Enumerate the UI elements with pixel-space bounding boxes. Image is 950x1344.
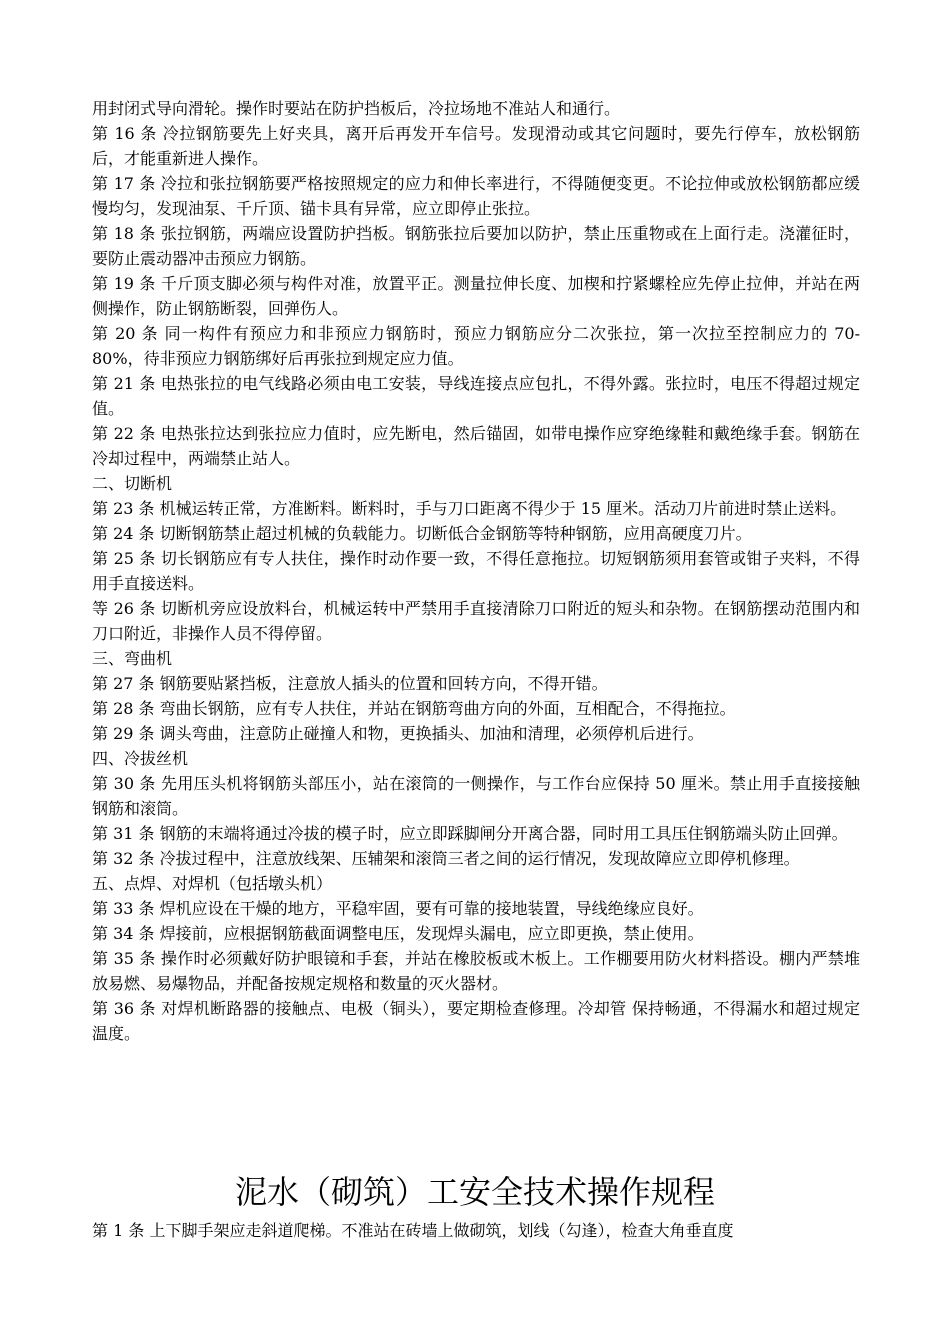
paragraph-continued: 第 1 条 上下脚手架应走斜道爬梯。不准站在砖墙上做砌筑，划线（勾逢），检查大角垂直度 [92, 1221, 734, 1240]
paragraph: 第 19 条 千斤顶支脚必须与构件对准，放置平正。测量拉伸长度、加楔和拧紧螺栓应先停止拉伸，并站在两侧操作，防止钢筋断裂，回弹伤人。 [92, 274, 860, 318]
paragraph: 第 21 条 电热张拉的电气线路必须由电工安装，导线连接点应包扎，不得外露。张拉时，电压不得超过规定值。 [92, 374, 860, 418]
paragraph: 第 27 条 钢筋要贴紧挡板，注意放人插头的位置和回转方向，不得开错。 [92, 674, 608, 693]
paragraph: 第 25 条 切长钢筋应有专人扶住，操作时动作要一致，不得任意拖拉。切短钢筋须用套管或钳子夹料，不得用手直接送料。 [92, 549, 860, 593]
paragraph: 第 29 条 调头弯曲，注意防止碰撞人和物，更换插头、加油和清理，必须停机后进行。 [92, 724, 704, 743]
paragraph: 第 20 条 同一构件有预应力和非预应力钢筋时，预应力钢筋应分二次张拉，第一次拉至控制应力的 70-80%，待非预应力钢筋绑好后再张拉到规定应力值。 [92, 324, 860, 368]
section-heading: 四、冷拔丝机 [92, 749, 189, 768]
section-heading: 三、弯曲机 [92, 649, 173, 668]
paragraph: 第 30 条 先用压头机将钢筋头部压小，站在滚筒的一侧操作，与工作台应保持 50 厘米。禁止用手直接接触钢筋和滚筒。 [92, 774, 860, 818]
paragraph: 第 22 条 电热张拉达到张拉应力值时，应先断电，然后锚固，如带电操作应穿绝缘鞋和戴绝缘手套。钢筋在冷却过程中，两端禁止站人。 [92, 424, 860, 468]
paragraph: 第 28 条 弯曲长钢筋，应有专人扶住，并站在钢筋弯曲方向的外面，互相配合，不得拖拉。 [92, 699, 736, 718]
paragraph: 第 32 条 冷拔过程中，注意放线架、压辅架和滚筒三者之间的运行情况，发现故障应立即停机修理。 [92, 849, 800, 868]
paragraph: 用封闭式导向滑轮。操作时要站在防护挡板后，冷拉场地不准站人和通行。 [92, 99, 621, 118]
paragraph: 第 24 条 切断钢筋禁止超过机械的负载能力。切断低合金钢筋等特种钢筋，应用高硬度刀片。 [92, 524, 752, 543]
paragraph: 第 34 条 焊接前，应根据钢筋截面调整电压，发现焊头漏电，应立即更换，禁止使用。 [92, 924, 704, 943]
paragraph: 等 26 条 切断机旁应设放料台，机械运转中严禁用手直接清除刀口附近的短头和杂物。在钢筋摆动范围内和刀口附近，非操作人员不得停留。 [92, 599, 860, 643]
section-heading: 五、点焊、对焊机（包括墩头机） [92, 874, 333, 893]
paragraph: 第 16 条 冷拉钢筋要先上好夹具，离开后再发开车信号。发现滑动或其它问题时，要先行停车，放松钢筋后，才能重新进人操作。 [92, 124, 860, 168]
paragraph: 第 17 条 冷拉和张拉钢筋要严格按照规定的应力和伸长率进行，不得随便变更。不论拉伸或放松钢筋都应缓慢均匀，发现油泵、千斤顶、锚卡具有异常，应立即停止张拉。 [92, 174, 860, 218]
paragraph: 第 18 条 张拉钢筋，两端应设置防护挡板。钢筋张拉后要加以防护，禁止压重物或在上面行走。浇灌征时，要防止震动器冲击预应力钢筋。 [92, 224, 860, 268]
section-title: 泥水（砌筑）工安全技术操作规程 [234, 1173, 715, 1211]
paragraph: 第 33 条 焊机应设在干燥的地方，平稳牢固，要有可靠的接地装置，导线绝缘应良好。 [92, 899, 704, 918]
paragraph: 第 31 条 钢筋的末端将通过冷拔的模子时，应立即踩脚闸分开离合器，同时用工具压住钢筋端头防止回弹。 [92, 824, 848, 843]
paragraph: 第 36 条 对焊机断路器的接触点、电极（铜头），要定期检查修理。冷却管 保持畅通，不得漏水和超过规定温度。 [92, 999, 860, 1043]
paragraph: 第 35 条 操作时必须戴好防护眼镜和手套，并站在橡胶板或木板上。工作棚要用防火材料搭设。棚内严禁堆放易燃、易爆物品，并配备按规定规格和数量的灭火器材。 [92, 949, 860, 993]
section-heading: 二、切断机 [92, 474, 173, 493]
document-body [92, 96, 860, 1046]
paragraph: 第 23 条 机械运转正常，方准断料。断料时，手与刀口距离不得少于 15 厘米。活动刀片前进时禁止送料。 [92, 499, 847, 518]
